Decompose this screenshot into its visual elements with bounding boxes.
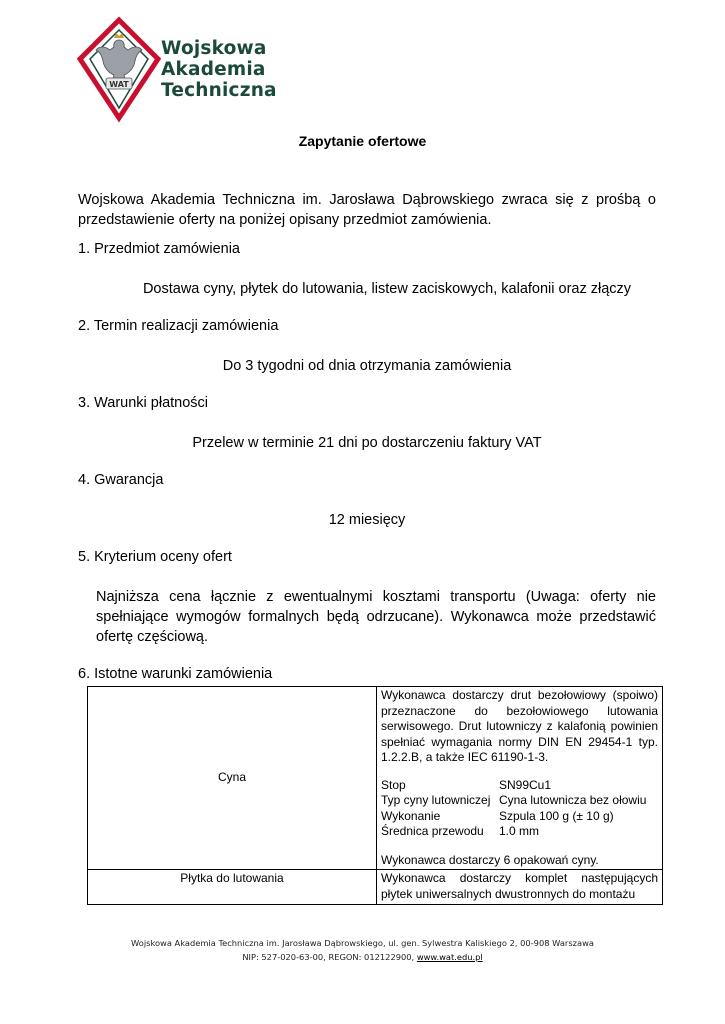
spec-row — [381, 778, 658, 794]
spec-key: Wykonanie — [381, 808, 441, 823]
section-content-2: Do 3 tygodni od dnia otrzymania zamówienia — [222, 358, 512, 374]
table-row — [88, 687, 663, 870]
logo-wordmark — [161, 38, 277, 101]
table-row — [88, 870, 663, 905]
section-content-1: Dostawa cyny, płytek do lutowania, listew zaciskowych, kalafonii oraz złączy — [142, 281, 632, 297]
section-content-4: 12 miesięcy — [328, 512, 406, 528]
section-heading-3: 3. Warunki płatności — [78, 395, 209, 411]
item-description: Wykonawca dostarczy drut bezołowiowy (spoiwo) przeznaczone do bezołowiowego lutowania serwisowego. Drut lutowniczy z kalafonią powinien spełniać wymagania normy DIN EN 29454-1 typ. 1.2.2.B, a także IEC 61190-1-3. — [381, 688, 658, 764]
spec-key: Typ cyny lutowniczej — [381, 793, 491, 807]
conditions-table — [87, 686, 663, 905]
website-link[interactable]: www.wat.edu.pl — [416, 952, 483, 962]
spec-key: Średnica przewodu — [381, 824, 484, 838]
section-heading-4: 4. Gwarancja — [78, 472, 164, 488]
footer-registration: NIP: 527-020-63-00, REGON: 012122900, — [242, 952, 415, 962]
item-name-cell: Płytka do lutowania — [88, 870, 377, 905]
spec-row — [381, 793, 658, 809]
page-footer — [0, 936, 725, 964]
item-description: Wykonawca dostarczy komplet następujących płytek uniwersalnych dwustronnych do montażu — [381, 871, 658, 901]
spec-row — [381, 809, 658, 825]
item-note: Wykonawca dostarczy 6 opakowań cyny. — [381, 852, 599, 867]
footer-address: Wojskowa Akademia Techniczna im. Jarosława Dąbrowskiego, ul. gen. Sylwestra Kaliskiego 2, 00-908 Warszawa — [131, 938, 594, 948]
item-description-cell — [377, 870, 663, 905]
logo-line-3: Techniczna — [161, 80, 277, 101]
eagle-emblem-icon — [74, 16, 164, 124]
spec-value: 1.0 mm — [499, 824, 540, 838]
section-heading-6: 6. Istotne warunki zamówienia — [78, 666, 273, 682]
spec-row — [381, 824, 658, 840]
section-heading-5: 5. Kryterium oceny ofert — [78, 549, 232, 565]
item-name-cell: Cyna — [88, 687, 377, 870]
section-heading-1: 1. Przedmiot zamówienia — [78, 241, 240, 257]
logo-line-1: Wojskowa — [161, 38, 267, 59]
section-content-3: Przelew w terminie 21 dni po dostarczeniu faktury VAT — [192, 435, 542, 451]
spec-value: SN99Cu1 — [499, 777, 552, 792]
logo-badge-text: WAT — [109, 80, 129, 89]
footer-ids — [0, 950, 725, 964]
spec-list — [381, 778, 658, 840]
section-content-5: Najniższa cena łącznie z ewentualnymi kosztami transportu (Uwaga: oferty nie spełniające wymogów formalnych będą odrzucane). Wykonawca może przedstawić ofertę częściową. — [96, 589, 656, 645]
document-title: Zapytanie ofertowe — [298, 133, 427, 149]
logo-line-2: Akademia — [161, 59, 266, 80]
intro-paragraph: Wojskowa Akademia Techniczna im. Jarosława Dąbrowskiego zwraca się z prośbą o przedstawienie oferty na poniżej opisany przedmiot zamówienia. — [78, 192, 656, 228]
spec-key: Stop — [381, 777, 406, 792]
item-description-cell — [377, 687, 663, 870]
spec-value: Szpula 100 g (± 10 g) — [499, 808, 614, 823]
spec-value: Cyna lutownicza bez ołowiu — [499, 793, 647, 807]
section-heading-2: 2. Termin realizacji zamówienia — [78, 318, 279, 334]
